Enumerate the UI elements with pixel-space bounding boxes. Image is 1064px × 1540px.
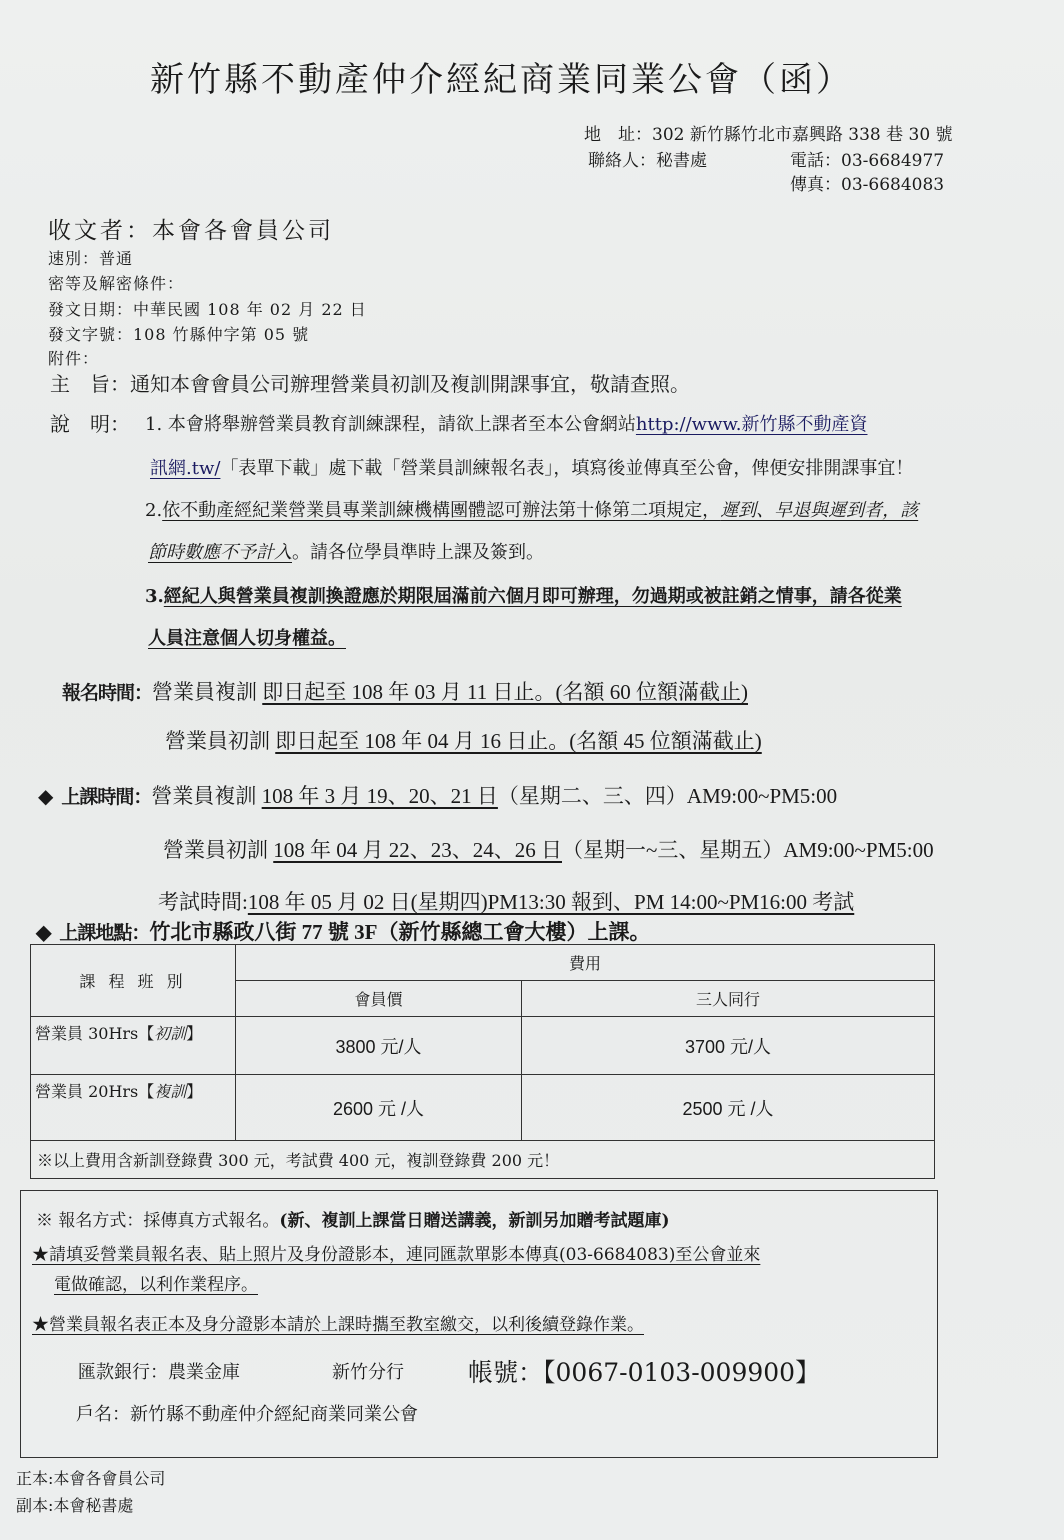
col-course-header: 課 程 班 別 — [31, 945, 236, 1017]
registration-course: 營業員初訓 — [165, 729, 270, 753]
registration-period: 即日起至 108 年 04 月 16 日止。(名額 45 位額滿截止) — [275, 729, 762, 753]
location-text: 竹北市縣政八街 77 號 3F（新竹縣總工會大樓）上課。 — [149, 920, 651, 944]
schedule-row-2 — [163, 834, 934, 864]
secrecy: 密等及解密條件： — [48, 274, 185, 293]
registration-course: 營業員複訓 — [152, 680, 258, 704]
recipient: 收文者：本會各會員公司 — [48, 218, 334, 244]
col-fee-header: 費用 — [236, 945, 935, 981]
subject-line — [50, 368, 690, 397]
bank-branch: 新竹分行 — [332, 1362, 404, 1383]
item3-text: 經紀人與營業員複訓換證應於期限屆滿前六個月即可辦理，勿過期或被註銷之情事，請各從業 — [163, 586, 902, 607]
bracket: 】 — [186, 1082, 203, 1101]
explanation-item-1-line-1 — [145, 410, 868, 436]
schedule-dates: 108 年 3 月 19、20、21 日 — [261, 784, 498, 808]
exam-time: 108 年 05 月 02 日(星期四)PM13:30 報到、PM 14:00~PM16:00 考試 — [247, 890, 855, 914]
schedule-course: 營業員初訓 — [163, 838, 268, 862]
website-link[interactable]: http://www.新竹縣不動產資 — [635, 414, 868, 435]
course-type: 初訓 — [154, 1024, 187, 1043]
signup-note-2: ★營業員報名表正本及身分證影本請於上課時攜至教室繳交，以利後續登錄作業。 — [32, 1315, 644, 1335]
item2-italic-b: 節時數應不予計入 — [148, 542, 292, 563]
registration-row-1 — [62, 676, 748, 706]
item3-number: 3. — [145, 586, 164, 607]
item1-text: 1. 本會將舉辦營業員教育訓練課程，請欲上課者至本公會網站 — [145, 414, 636, 435]
item2-italic: 遲到、早退與遲到者，該 — [720, 500, 919, 521]
original-recipient: 正本:本會各會員公司 — [16, 1469, 166, 1488]
fee-note-row — [31, 1141, 935, 1179]
phone-label: 電話： — [790, 151, 841, 171]
explanation-item-2-line-2 — [148, 538, 544, 564]
course-name: 營業員 20Hrs【 — [35, 1082, 155, 1101]
website-link-cont[interactable]: 訊網.tw/ — [150, 458, 221, 479]
diamond-bullet-icon: ◆ — [38, 786, 54, 808]
bank-label: 匯款銀行：農業金庫 — [78, 1362, 240, 1383]
account-number: 【0067-0103-009900】 — [543, 1358, 821, 1387]
fax-label: 傳真： — [790, 175, 841, 195]
contact-label: 聯絡人： — [588, 151, 656, 171]
schedule-course: 營業員複訓 — [151, 784, 257, 808]
attachment: 附件： — [48, 349, 100, 368]
exam-row — [158, 886, 854, 916]
course-name: 營業員 30Hrs【 — [35, 1024, 155, 1043]
phone-line — [790, 146, 944, 171]
bracket: 】 — [186, 1024, 203, 1043]
address-label: 地 址： — [584, 125, 652, 145]
address-line — [584, 120, 953, 145]
fee-note: ※以上費用含新訓登錄費 300 元，考試費 400 元，複訓登錄費 200 元！ — [31, 1141, 935, 1179]
explanation-item-1-line-2 — [150, 454, 913, 480]
schedule-time: （星期二、三、四）AM9:00~PM5:00 — [497, 784, 838, 808]
subject-text: 通知本會會員公司辦理營業員初訓及複訓開課事宜，敬請查照。 — [130, 372, 690, 396]
course-cell — [31, 1075, 236, 1141]
fees-table — [30, 944, 935, 1179]
table-header-row — [31, 945, 935, 981]
item2-number: 2. — [145, 500, 163, 521]
item2-text-d: 。請各位學員準時上課及簽到。 — [292, 542, 544, 563]
explanation-item-3-line-2: 人員注意個人切身權益。 — [148, 628, 346, 649]
phone-value: 03-6684977 — [841, 151, 945, 171]
account-line — [468, 1353, 820, 1389]
explanation-label: 說 明： — [50, 412, 130, 436]
doc-number: 發文字號：108 竹縣仲字第 05 號 — [48, 325, 310, 344]
signup-note-1-cont: 電做確認，以利作業程序。 — [54, 1275, 258, 1295]
col-group-header: 三人同行 — [522, 981, 935, 1017]
method-bonus: (新、複訓上課當日贈送講義，新訓另加贈考試題庫) — [279, 1211, 670, 1231]
fax-line — [790, 170, 944, 195]
course-cell — [31, 1017, 236, 1075]
location-row — [36, 916, 650, 946]
member-price: 2600 元 /人 — [236, 1075, 522, 1141]
col-member-header: 會員價 — [236, 981, 522, 1017]
item2-text: 依不動產經紀業營業員專業訓練機構團體認可辦法第十條第二項規定， — [162, 500, 721, 521]
diamond-bullet-icon: ◆ — [36, 922, 52, 944]
document-title: 新竹縣不動產仲介經紀商業同業公會（函） — [150, 60, 853, 100]
signup-note-1: ★請填妥營業員報名表、貼上照片及身份證影本，連同匯款單影本傳真(03-6684083)至公會並來 — [32, 1245, 761, 1265]
subject-label: 主 旨： — [50, 372, 130, 396]
table-row — [31, 1017, 935, 1075]
schedule-dates: 108 年 04 月 22、23、24、26 日 — [273, 838, 562, 862]
fax-value: 03-6684083 — [841, 175, 945, 195]
exam-label: 考試時間: — [158, 890, 248, 914]
explanation-item-3-line-1 — [145, 582, 902, 608]
speed: 速別：普通 — [48, 249, 134, 268]
registration-row-2 — [165, 725, 762, 755]
address-value: 302 新竹縣竹北市嘉興路 338 巷 30 號 — [652, 125, 953, 145]
group-price: 2500 元 /人 — [522, 1075, 935, 1141]
registration-label: 報名時間： — [62, 683, 153, 704]
copy-recipient: 副本:本會秘書處 — [16, 1496, 134, 1515]
group-price: 3700 元/人 — [522, 1017, 935, 1075]
explanation-item-2-line-1 — [145, 496, 918, 522]
item1-text-b: 「表單下載」處下載「營業員訓練報名表」，填寫後並傳真至公會，俾便安排開課事宜！ — [220, 458, 914, 479]
schedule-time: （星期一~三、星期五）AM9:00~PM5:00 — [562, 838, 934, 862]
account-label: 帳號： — [468, 1358, 544, 1387]
method-text: ※ 報名方式：採傳真方式報名。 — [36, 1211, 280, 1231]
account-holder: 戶名：新竹縣不動產仲介經紀商業同業公會 — [76, 1404, 418, 1425]
issue-date: 發文日期：中華民國 108 年 02 月 22 日 — [48, 300, 367, 319]
table-row — [31, 1075, 935, 1141]
course-type: 複訓 — [154, 1082, 187, 1101]
registration-period: 即日起至 108 年 03 月 11 日止。(名額 60 位額滿截止) — [262, 680, 748, 704]
schedule-label: 上課時間： — [61, 787, 152, 808]
signup-method — [36, 1206, 670, 1231]
member-price: 3800 元/人 — [236, 1017, 522, 1075]
contact-line — [588, 146, 707, 171]
location-label: 上課地點： — [59, 923, 150, 944]
contact-value: 秘書處 — [656, 151, 707, 171]
schedule-row-1 — [38, 780, 837, 810]
